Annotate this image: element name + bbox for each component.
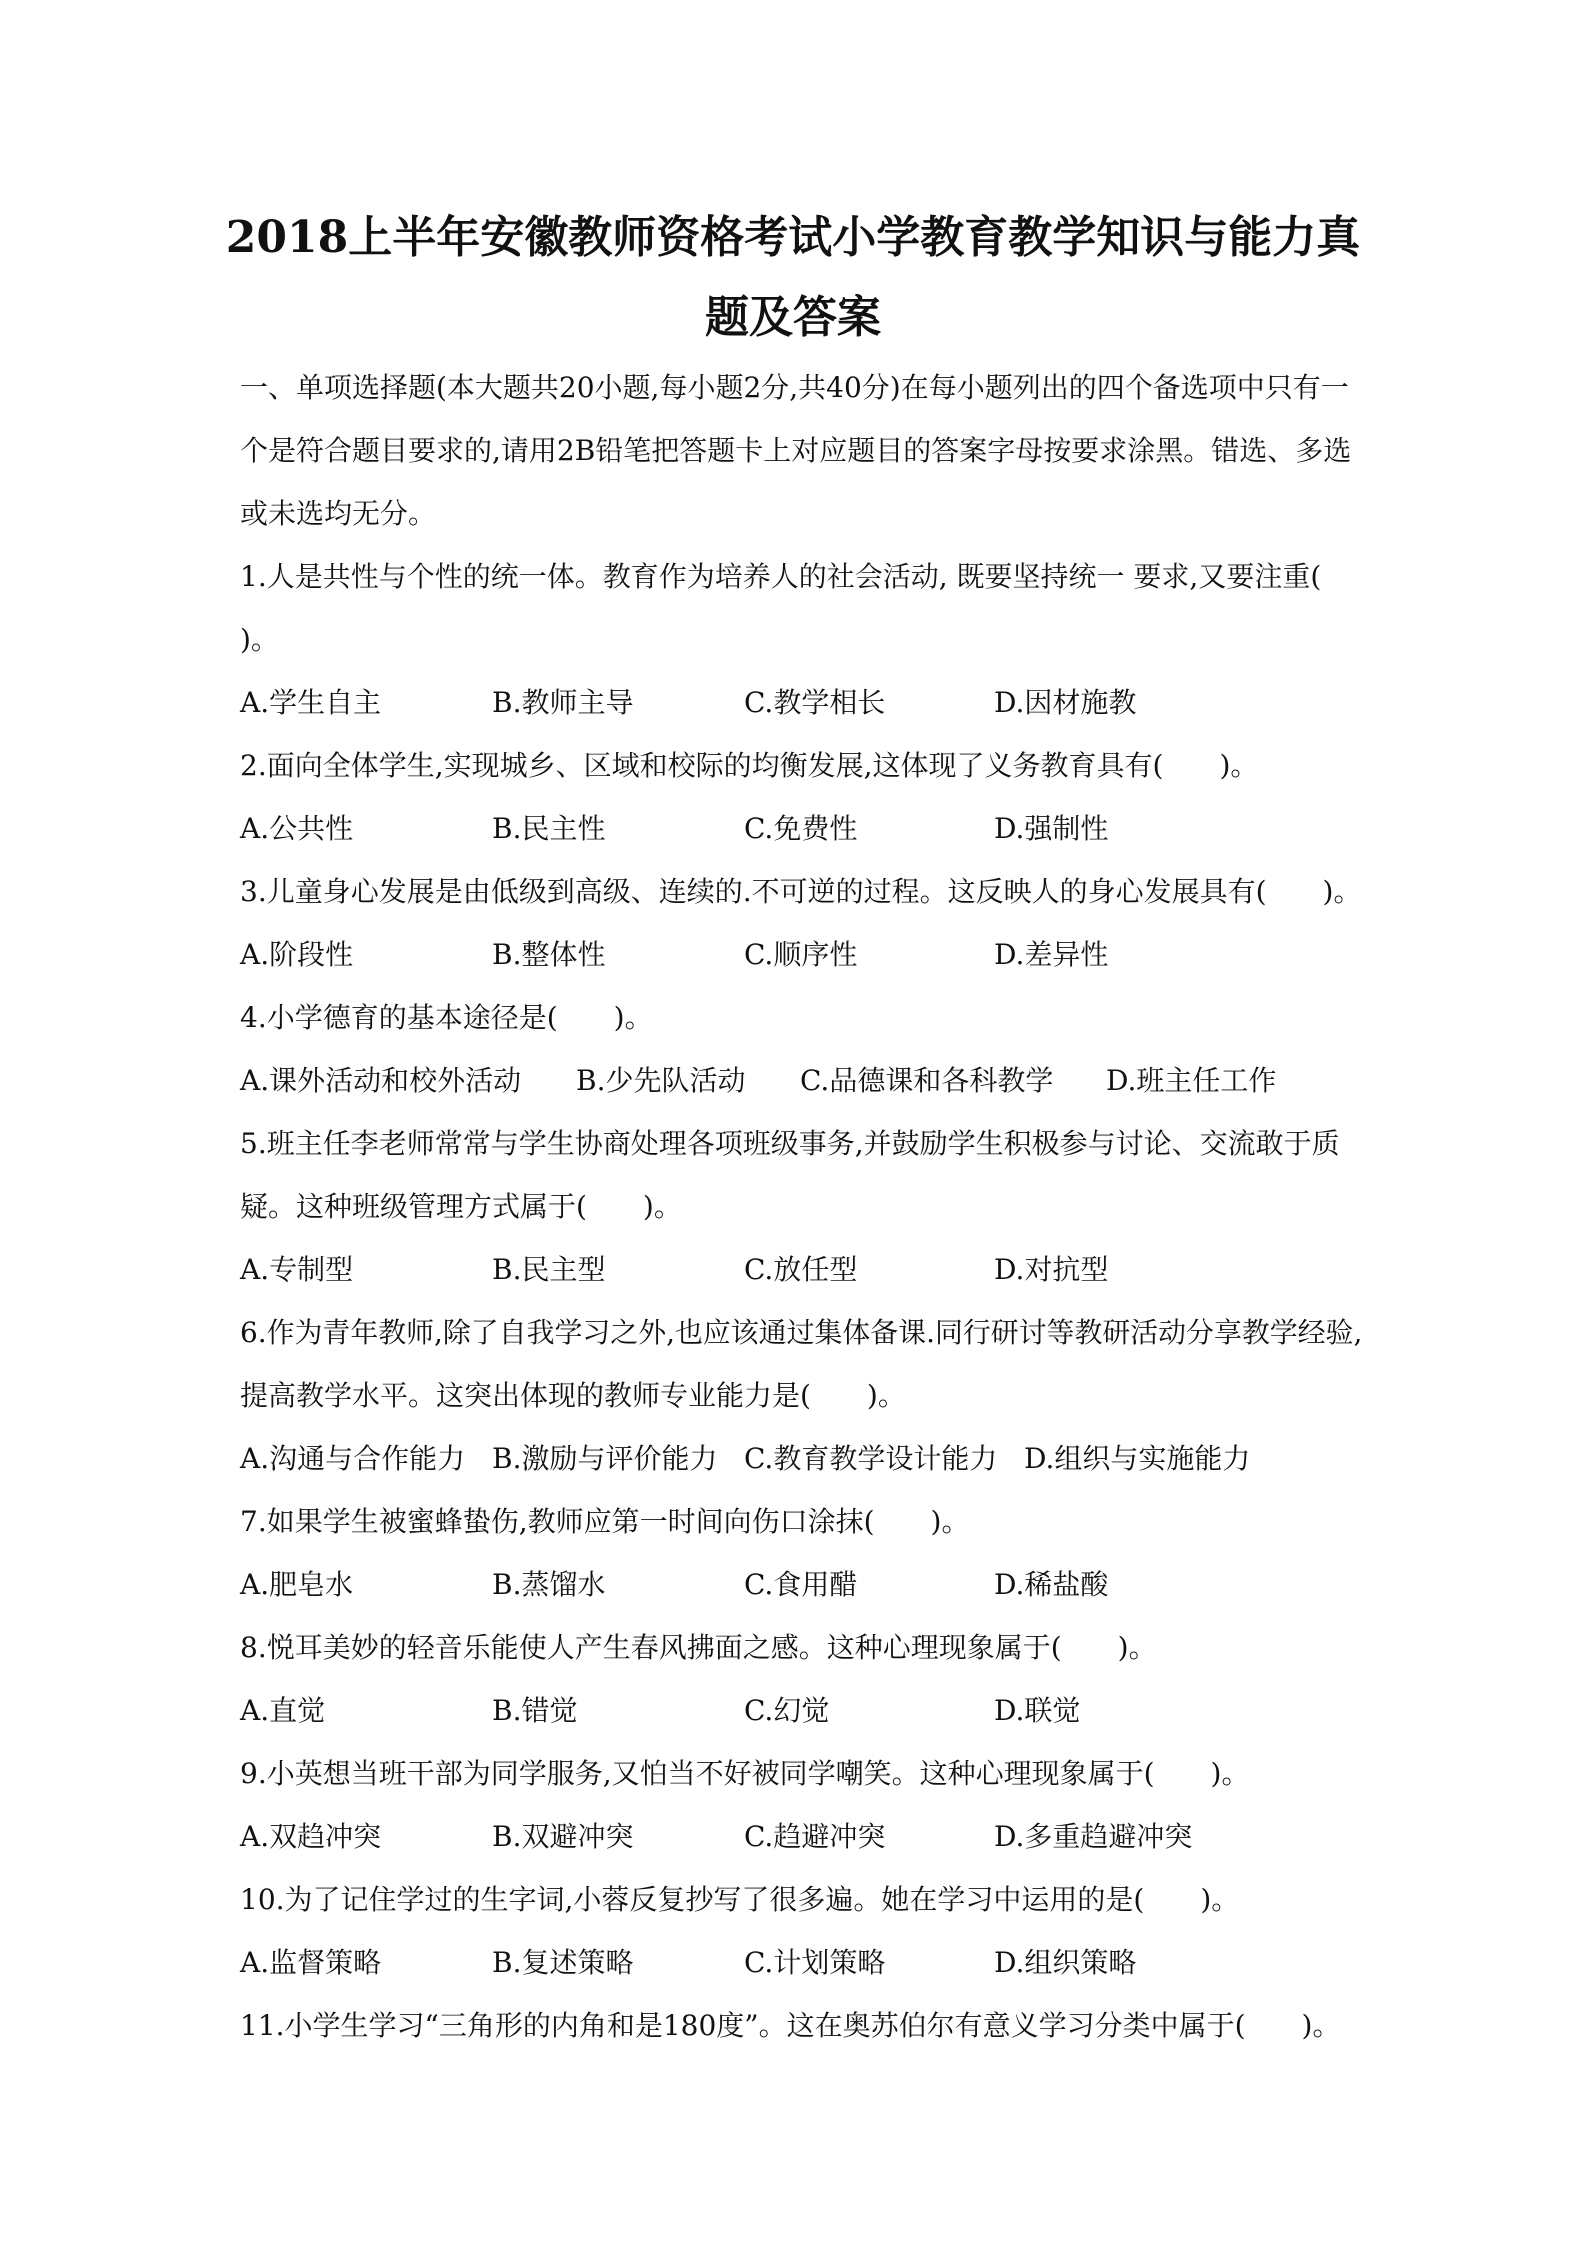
question-1-stem-line-1: 1.人是共性与个性的统一体。教育作为培养人的社会活动, 既要坚持统一 要求,又要注重(	[240, 560, 1322, 593]
question-8-option-c: C.幻觉	[744, 1694, 830, 1727]
question-5-options	[240, 1253, 1360, 1288]
question-8-option-b: B.错觉	[492, 1694, 578, 1727]
question-1-stem-line-2: )。	[240, 623, 279, 656]
question-8-option-a: A.直觉	[240, 1694, 326, 1727]
document-title-line-2: 题及答案	[705, 292, 881, 343]
question-10-option-b: B.复述策略	[492, 1946, 634, 1979]
question-10-option-d: D.组织策略	[994, 1946, 1137, 1979]
question-5-option-c: C.放任型	[744, 1253, 858, 1286]
question-1-options	[240, 686, 1360, 721]
question-1-option-c: C.教学相长	[744, 686, 886, 719]
question-4-option-a: A.课外活动和校外活动	[240, 1064, 522, 1097]
instructions-line-2: 个是符合题目要求的,请用2B铅笔把答题卡上对应题目的答案字母按要求涂黑。错选、多选	[240, 434, 1352, 467]
question-10-option-c: C.计划策略	[744, 1946, 886, 1979]
question-6-stem-line-1: 6.作为青年教师,除了自我学习之外,也应该通过集体备课.同行研讨等教研活动分享教学经验,	[240, 1316, 1363, 1349]
question-2-options	[240, 812, 1360, 847]
question-4-option-c: C.品德课和各科教学	[800, 1064, 1054, 1097]
question-2-option-a: A.公共性	[240, 812, 354, 845]
question-10-option-a: A.监督策略	[240, 1946, 382, 1979]
question-6-option-a: A.沟通与合作能力	[240, 1442, 466, 1475]
question-9-option-c: C.趋避冲突	[744, 1820, 886, 1853]
question-6-stem-line-2: 提高教学水平。这突出体现的教师专业能力是( )。	[240, 1379, 906, 1412]
question-7-stem: 7.如果学生被蜜蜂蛰伤,教师应第一时间向伤口涂抹( )。	[240, 1505, 970, 1538]
question-1-option-a: A.学生自主	[240, 686, 382, 719]
question-9-stem: 9.小英想当班干部为同学服务,又怕当不好被同学嘲笑。这种心理现象属于( )。	[240, 1757, 1250, 1790]
question-4-option-d: D.班主任工作	[1106, 1064, 1277, 1097]
question-3-option-b: B.整体性	[492, 938, 606, 971]
question-5-stem-line-2: 疑。这种班级管理方式属于( )。	[240, 1190, 682, 1223]
question-5-stem-line-1: 5.班主任李老师常常与学生协商处理各项班级事务,并鼓励学生积极参与讨论、交流敢于质	[240, 1127, 1340, 1160]
question-1-option-b: B.教师主导	[492, 686, 634, 719]
question-7-option-b: B.蒸馏水	[492, 1568, 606, 1601]
question-2-option-b: B.民主性	[492, 812, 606, 845]
question-7-option-c: C.食用醋	[744, 1568, 858, 1601]
question-8-options	[240, 1694, 1360, 1729]
question-3-stem: 3.儿童身心发展是由低级到高级、连续的.不可逆的过程。这反映人的身心发展具有( )。	[240, 875, 1362, 908]
question-3-option-d: D.差异性	[994, 938, 1109, 971]
question-1-option-d: D.因材施教	[994, 686, 1137, 719]
question-3-option-a: A.阶段性	[240, 938, 354, 971]
question-5-option-b: B.民主型	[492, 1253, 606, 1286]
question-5-option-d: D.对抗型	[994, 1253, 1109, 1286]
instructions-line-3: 或未选均无分。	[240, 497, 437, 530]
question-7-options	[240, 1568, 1360, 1603]
document-title-line-1: 2018上半年安徽教师资格考试小学教育教学知识与能力真	[225, 212, 1361, 263]
question-9-options	[240, 1820, 1360, 1855]
question-8-option-d: D.联觉	[994, 1694, 1081, 1727]
question-7-option-a: A.肥皂水	[240, 1568, 354, 1601]
question-7-option-d: D.稀盐酸	[994, 1568, 1109, 1601]
question-8-stem: 8.悦耳美妙的轻音乐能使人产生春风拂面之感。这种心理现象属于( )。	[240, 1631, 1157, 1664]
question-3-options	[240, 938, 1360, 973]
question-6-option-b: B.激励与评价能力	[492, 1442, 718, 1475]
question-5-option-a: A.专制型	[240, 1253, 354, 1286]
question-3-option-c: C.顺序性	[744, 938, 858, 971]
question-6-options	[240, 1442, 1360, 1477]
question-4-option-b: B.少先队活动	[576, 1064, 746, 1097]
question-10-stem: 10.为了记住学过的生字词,小蓉反复抄写了很多遍。她在学习中运用的是( )。	[240, 1883, 1240, 1916]
question-2-stem: 2.面向全体学生,实现城乡、区域和校际的均衡发展,这体现了义务教育具有( )。	[240, 749, 1259, 782]
question-4-options	[240, 1064, 1360, 1099]
question-9-option-d: D.多重趋避冲突	[994, 1820, 1193, 1853]
question-10-options	[240, 1946, 1360, 1981]
instructions-line-1: 一、单项选择题(本大题共20小题,每小题2分,共40分)在每小题列出的四个备选项中只有一	[240, 371, 1349, 404]
question-6-option-c: C.教育教学设计能力	[744, 1442, 998, 1475]
question-2-option-d: D.强制性	[994, 812, 1109, 845]
question-2-option-c: C.免费性	[744, 812, 858, 845]
question-4-stem: 4.小学德育的基本途径是( )。	[240, 1001, 653, 1034]
question-11-stem: 11.小学生学习“三角形的内角和是180度”。这在奥苏伯尔有意义学习分类中属于( )。	[240, 2009, 1341, 2042]
question-9-option-a: A.双趋冲突	[240, 1820, 382, 1853]
question-9-option-b: B.双避冲突	[492, 1820, 634, 1853]
question-6-option-d: D.组织与实施能力	[1024, 1442, 1251, 1475]
